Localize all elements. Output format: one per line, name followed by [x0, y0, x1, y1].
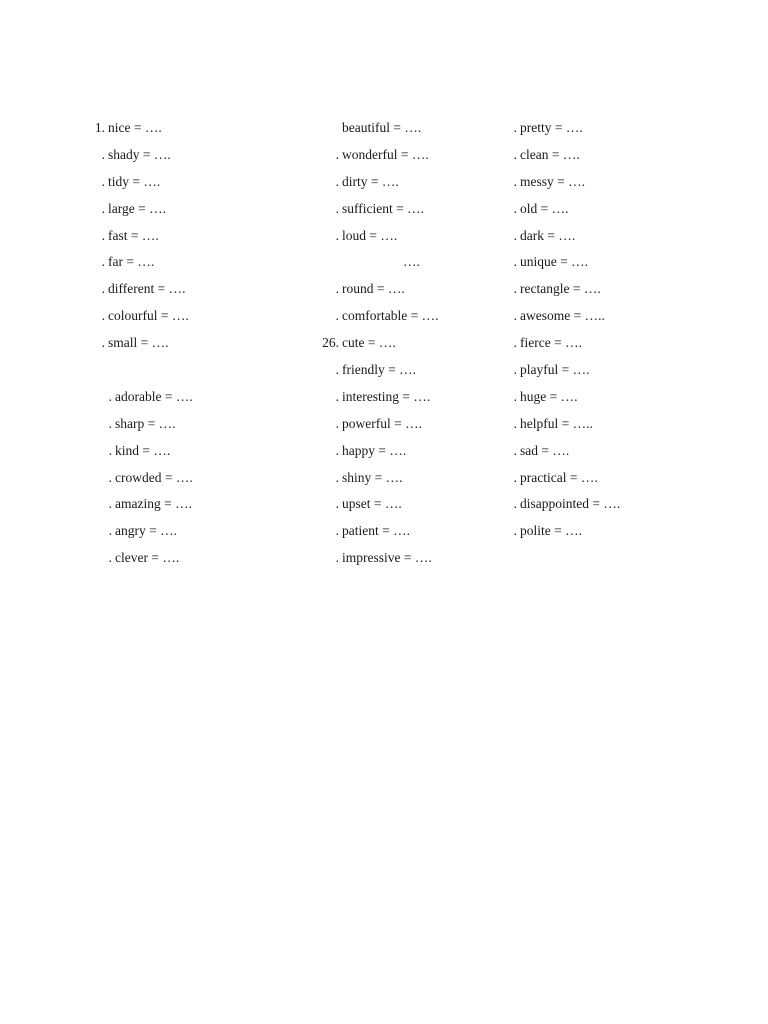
- list-item: [313, 172, 503, 199]
- list-item: [510, 199, 690, 226]
- list-item: [86, 172, 296, 199]
- item-number: .: [513, 496, 517, 512]
- item-text: unique = ….: [520, 254, 588, 270]
- item-number: .: [101, 146, 105, 162]
- item-text: tidy = ….: [108, 173, 161, 189]
- item-text: colourful = ….: [108, 308, 189, 324]
- item-number: .: [335, 550, 339, 566]
- item-number: .: [513, 308, 517, 324]
- item-number: .: [101, 335, 105, 351]
- item-number: .: [513, 173, 517, 189]
- list-item: [86, 468, 296, 495]
- item-text: awesome = …..: [520, 308, 605, 324]
- item-number: .: [335, 200, 339, 216]
- item-text: far = ….: [108, 254, 155, 270]
- list-item: [86, 199, 296, 226]
- item-text: rectangle = ….: [520, 281, 601, 297]
- list-item: [86, 494, 296, 521]
- list-item: [313, 360, 503, 387]
- item-text: friendly = ….: [342, 362, 416, 378]
- column-1: [86, 118, 296, 575]
- item-text: dirty = ….: [342, 173, 399, 189]
- list-item: [313, 333, 503, 360]
- item-text: loud = ….: [342, 227, 398, 243]
- item-text: happy = ….: [342, 442, 407, 458]
- item-number: 1.: [94, 120, 105, 135]
- list-item: [313, 468, 503, 495]
- item-number: .: [335, 146, 339, 162]
- item-text: powerful = ….: [342, 415, 422, 431]
- list-item: [86, 414, 296, 441]
- list-item: [510, 226, 690, 253]
- list-item: [510, 521, 690, 548]
- item-number: .: [513, 469, 517, 485]
- list-item: [313, 548, 503, 575]
- list-item: [313, 387, 503, 414]
- item-number: .: [513, 523, 517, 539]
- item-number: .: [335, 308, 339, 324]
- item-number: .: [513, 120, 517, 135]
- item-number: .: [513, 227, 517, 243]
- list-item: [510, 414, 690, 441]
- item-number: .: [513, 254, 517, 270]
- list-item: [510, 360, 690, 387]
- list-item: [510, 252, 690, 279]
- item-text: patient = ….: [342, 523, 410, 539]
- list-item: [313, 306, 503, 333]
- item-number: .: [335, 496, 339, 512]
- blank-row: [86, 360, 296, 387]
- item-number: .: [335, 362, 339, 378]
- item-number: .: [108, 415, 112, 431]
- list-item: [313, 279, 503, 306]
- item-text: polite = ….: [520, 523, 582, 539]
- item-number: .: [335, 281, 339, 297]
- item-text: adorable = ….: [115, 388, 193, 404]
- column-2: [313, 118, 503, 575]
- item-text: cute = ….: [342, 335, 396, 351]
- item-number: .: [513, 362, 517, 378]
- item-text: old = ….: [520, 200, 569, 216]
- item-text: playful = ….: [520, 362, 590, 378]
- item-number: .: [513, 146, 517, 162]
- list-item: [86, 306, 296, 333]
- item-number: 26.: [322, 335, 339, 351]
- list-item: [86, 118, 296, 145]
- item-text: upset = ….: [342, 496, 402, 512]
- list-item: [510, 172, 690, 199]
- list-item: [313, 226, 503, 253]
- item-text: beautiful = ….: [342, 120, 422, 135]
- item-number: .: [513, 388, 517, 404]
- item-number: .: [108, 469, 112, 485]
- item-number: .: [108, 496, 112, 512]
- item-text: practical = ….: [520, 469, 598, 485]
- item-text: dark = ….: [520, 227, 576, 243]
- item-text: clean = ….: [520, 146, 580, 162]
- item-text: different = ….: [108, 281, 186, 297]
- item-text: impressive = ….: [342, 550, 432, 566]
- item-number: .: [513, 200, 517, 216]
- list-item: [313, 494, 503, 521]
- list-item: [86, 521, 296, 548]
- item-number: .: [335, 442, 339, 458]
- item-text: sharp = ….: [115, 415, 176, 431]
- item-number: .: [101, 308, 105, 324]
- list-item: [86, 226, 296, 253]
- item-text: kind = ….: [115, 442, 171, 458]
- item-text: fierce = ….: [520, 335, 582, 351]
- list-item: [510, 333, 690, 360]
- list-item: [313, 199, 503, 226]
- item-number: .: [513, 281, 517, 297]
- item-number: .: [108, 388, 112, 404]
- item-number: .: [108, 523, 112, 539]
- list-item: [510, 145, 690, 172]
- list-item: [313, 521, 503, 548]
- item-text: fast = ….: [108, 227, 159, 243]
- item-number: .: [335, 388, 339, 404]
- item-text: helpful = …..: [520, 415, 593, 431]
- item-text: pretty = ….: [520, 120, 583, 135]
- item-text: amazing = ….: [115, 496, 192, 512]
- list-item: [313, 252, 503, 279]
- item-text: round = ….: [342, 281, 405, 297]
- item-text: wonderful = ….: [342, 146, 429, 162]
- item-text: ….: [403, 254, 420, 270]
- list-item: [86, 145, 296, 172]
- list-item: [510, 494, 690, 521]
- item-number: .: [101, 281, 105, 297]
- item-text: huge = ….: [520, 388, 578, 404]
- item-text: small = ….: [108, 335, 169, 351]
- item-text: nice = ….: [108, 120, 162, 135]
- column-3: [510, 118, 690, 548]
- item-number: .: [335, 227, 339, 243]
- list-item: [86, 279, 296, 306]
- item-text: messy = ….: [520, 173, 585, 189]
- item-text: large = ….: [108, 200, 166, 216]
- item-number: .: [101, 254, 105, 270]
- item-number: .: [513, 442, 517, 458]
- item-text: disappointed = ….: [520, 496, 621, 512]
- item-number: .: [101, 200, 105, 216]
- list-item: [510, 118, 690, 145]
- list-item: [313, 145, 503, 172]
- list-item: [86, 252, 296, 279]
- item-text: shady = ….: [108, 146, 171, 162]
- list-item: [86, 441, 296, 468]
- item-text: crowded = ….: [115, 469, 193, 485]
- item-text: clever = ….: [115, 550, 180, 566]
- list-item: [510, 468, 690, 495]
- item-text: sufficient = ….: [342, 200, 424, 216]
- item-number: .: [513, 415, 517, 431]
- list-item: [86, 548, 296, 575]
- item-number: .: [335, 173, 339, 189]
- item-text: sad = ….: [520, 442, 570, 458]
- item-number: .: [108, 550, 112, 566]
- list-item: [86, 387, 296, 414]
- item-text: angry = ….: [115, 523, 177, 539]
- list-item: [313, 414, 503, 441]
- item-number: .: [335, 415, 339, 431]
- list-item: [86, 333, 296, 360]
- item-number: .: [101, 227, 105, 243]
- list-item: [510, 306, 690, 333]
- item-number: .: [335, 523, 339, 539]
- list-item: [510, 279, 690, 306]
- list-item: [313, 118, 503, 145]
- item-text: comfortable = ….: [342, 308, 439, 324]
- list-item: [510, 441, 690, 468]
- item-text: shiny = ….: [342, 469, 403, 485]
- list-item: [510, 387, 690, 414]
- item-number: .: [513, 335, 517, 351]
- item-number: .: [101, 173, 105, 189]
- list-item: [313, 441, 503, 468]
- item-number: .: [108, 442, 112, 458]
- item-number: .: [335, 469, 339, 485]
- item-text: interesting = ….: [342, 388, 431, 404]
